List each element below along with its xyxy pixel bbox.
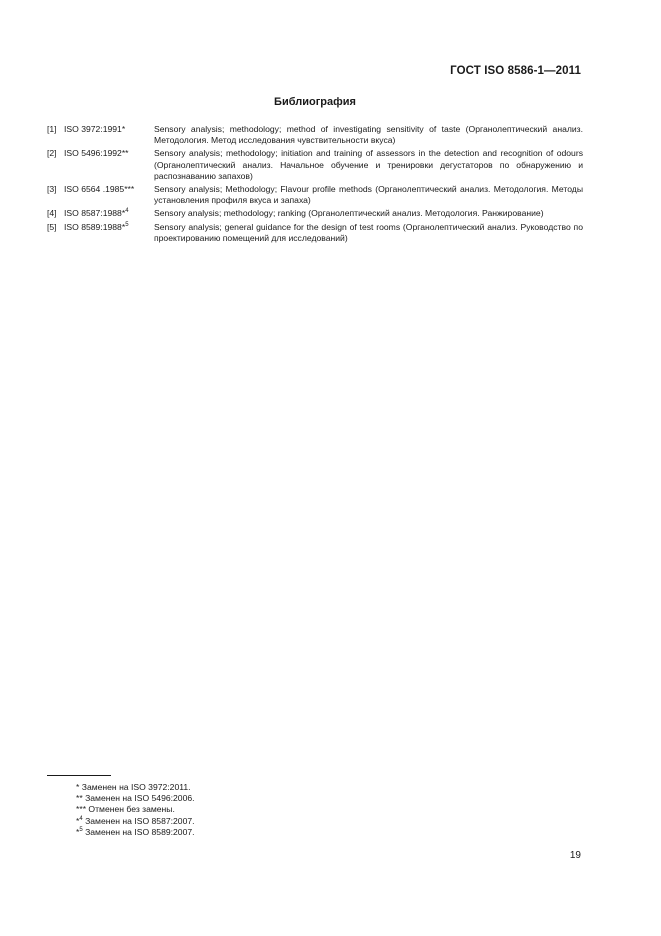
entry-standard-code: ISO 5496:1992 — [64, 148, 122, 159]
footnote-separator — [47, 775, 111, 776]
footnote-text: Заменен на ISO 3972:2011. — [79, 782, 191, 792]
footnote-mark: *** — [76, 804, 87, 815]
entry-description: Sensory analysis; methodology; initiation and training of assessors in the detection and recognition of odours (Органолептический анализ. Начальное обучение и тренировки дегустаторов по обнаружению и распознаванию запахов) — [154, 148, 583, 181]
footnote — [76, 782, 195, 793]
entry-description: Sensory analysis; methodology; method of investigating sensitivity of taste (Органолептический анализ. Методология. Метод исследования чувствительности вкуса) — [154, 124, 583, 146]
footnote-text: Заменен на ISO 5496:2006. — [82, 793, 195, 804]
footnote — [76, 793, 195, 804]
footnote-mark-index: 4 — [125, 208, 129, 215]
footnote-mark: *$^5$ — [76, 826, 83, 837]
entry-footnote-mark: *** — [124, 184, 135, 195]
bibliography-entry — [47, 208, 583, 219]
entry-standard-ref — [64, 184, 134, 195]
footnote — [76, 816, 195, 827]
bibliography-entry — [47, 222, 583, 244]
entry-standard-code: ISO 8587:1988 — [64, 208, 122, 219]
entry-standard-code: ISO 6564 .1985 — [64, 184, 125, 195]
entry-number: [3] — [47, 184, 57, 195]
footnote-mark: ** — [76, 793, 83, 804]
entry-number: [2] — [47, 148, 57, 159]
entry-description: Sensory analysis; general guidance for the design of test rooms (Органолептический анализ. Руководство по проектированию помещений для исследований) — [154, 221, 583, 243]
entry-footnote-mark: * — [121, 124, 126, 134]
footnote-mark-index: 5 — [125, 221, 129, 228]
entry-number: [5] — [47, 221, 57, 232]
entry-number: [1] — [47, 124, 57, 134]
footnote — [76, 827, 195, 838]
entry-number: [4] — [47, 208, 57, 219]
entry-footnote-mark: ** — [121, 148, 129, 159]
footnote-mark: * — [76, 782, 80, 792]
entry-standard-code: ISO 3972:1991 — [64, 124, 122, 134]
footnote-mark-index: 4 — [79, 815, 83, 822]
bibliography-title: Библиография — [274, 96, 356, 108]
entry-footnote-mark: *$^5$ — [121, 221, 129, 232]
footnotes — [76, 782, 195, 838]
entry-standard-code: ISO 8589:1988 — [64, 221, 122, 232]
footnote-text: Заменен на ISO 8589:2007. — [82, 826, 195, 837]
footnote — [76, 804, 195, 815]
footnote-text: Отменен без замены. — [86, 804, 175, 815]
entry-description: Sensory analysis; Methodology; Flavour profile methods (Органолептический анализ. Методология. Методы установления профиля вкуса и запаха) — [154, 184, 583, 206]
entry-standard-ref — [64, 124, 125, 135]
page-number: 19 — [569, 850, 581, 861]
bibliography-list — [47, 124, 583, 246]
entry-standard-ref — [64, 208, 129, 219]
bibliography-entry — [47, 124, 583, 146]
entry-footnote-mark: *$^4$ — [121, 208, 129, 219]
bibliography-entry — [47, 148, 583, 182]
entry-description: Sensory analysis; methodology; ranking (Органолептический анализ. Методология. Ранжирование) — [154, 208, 544, 219]
entry-standard-ref — [64, 148, 129, 159]
footnote-mark: *$^4$ — [76, 815, 83, 826]
entry-standard-ref — [64, 222, 129, 233]
bibliography-entry — [47, 184, 583, 206]
document-code: ГОСТ ISO 8586-1—2011 — [450, 65, 581, 77]
footnote-text: Заменен на ISO 8587:2007. — [82, 815, 195, 826]
footnote-mark-index: 5 — [79, 826, 83, 833]
